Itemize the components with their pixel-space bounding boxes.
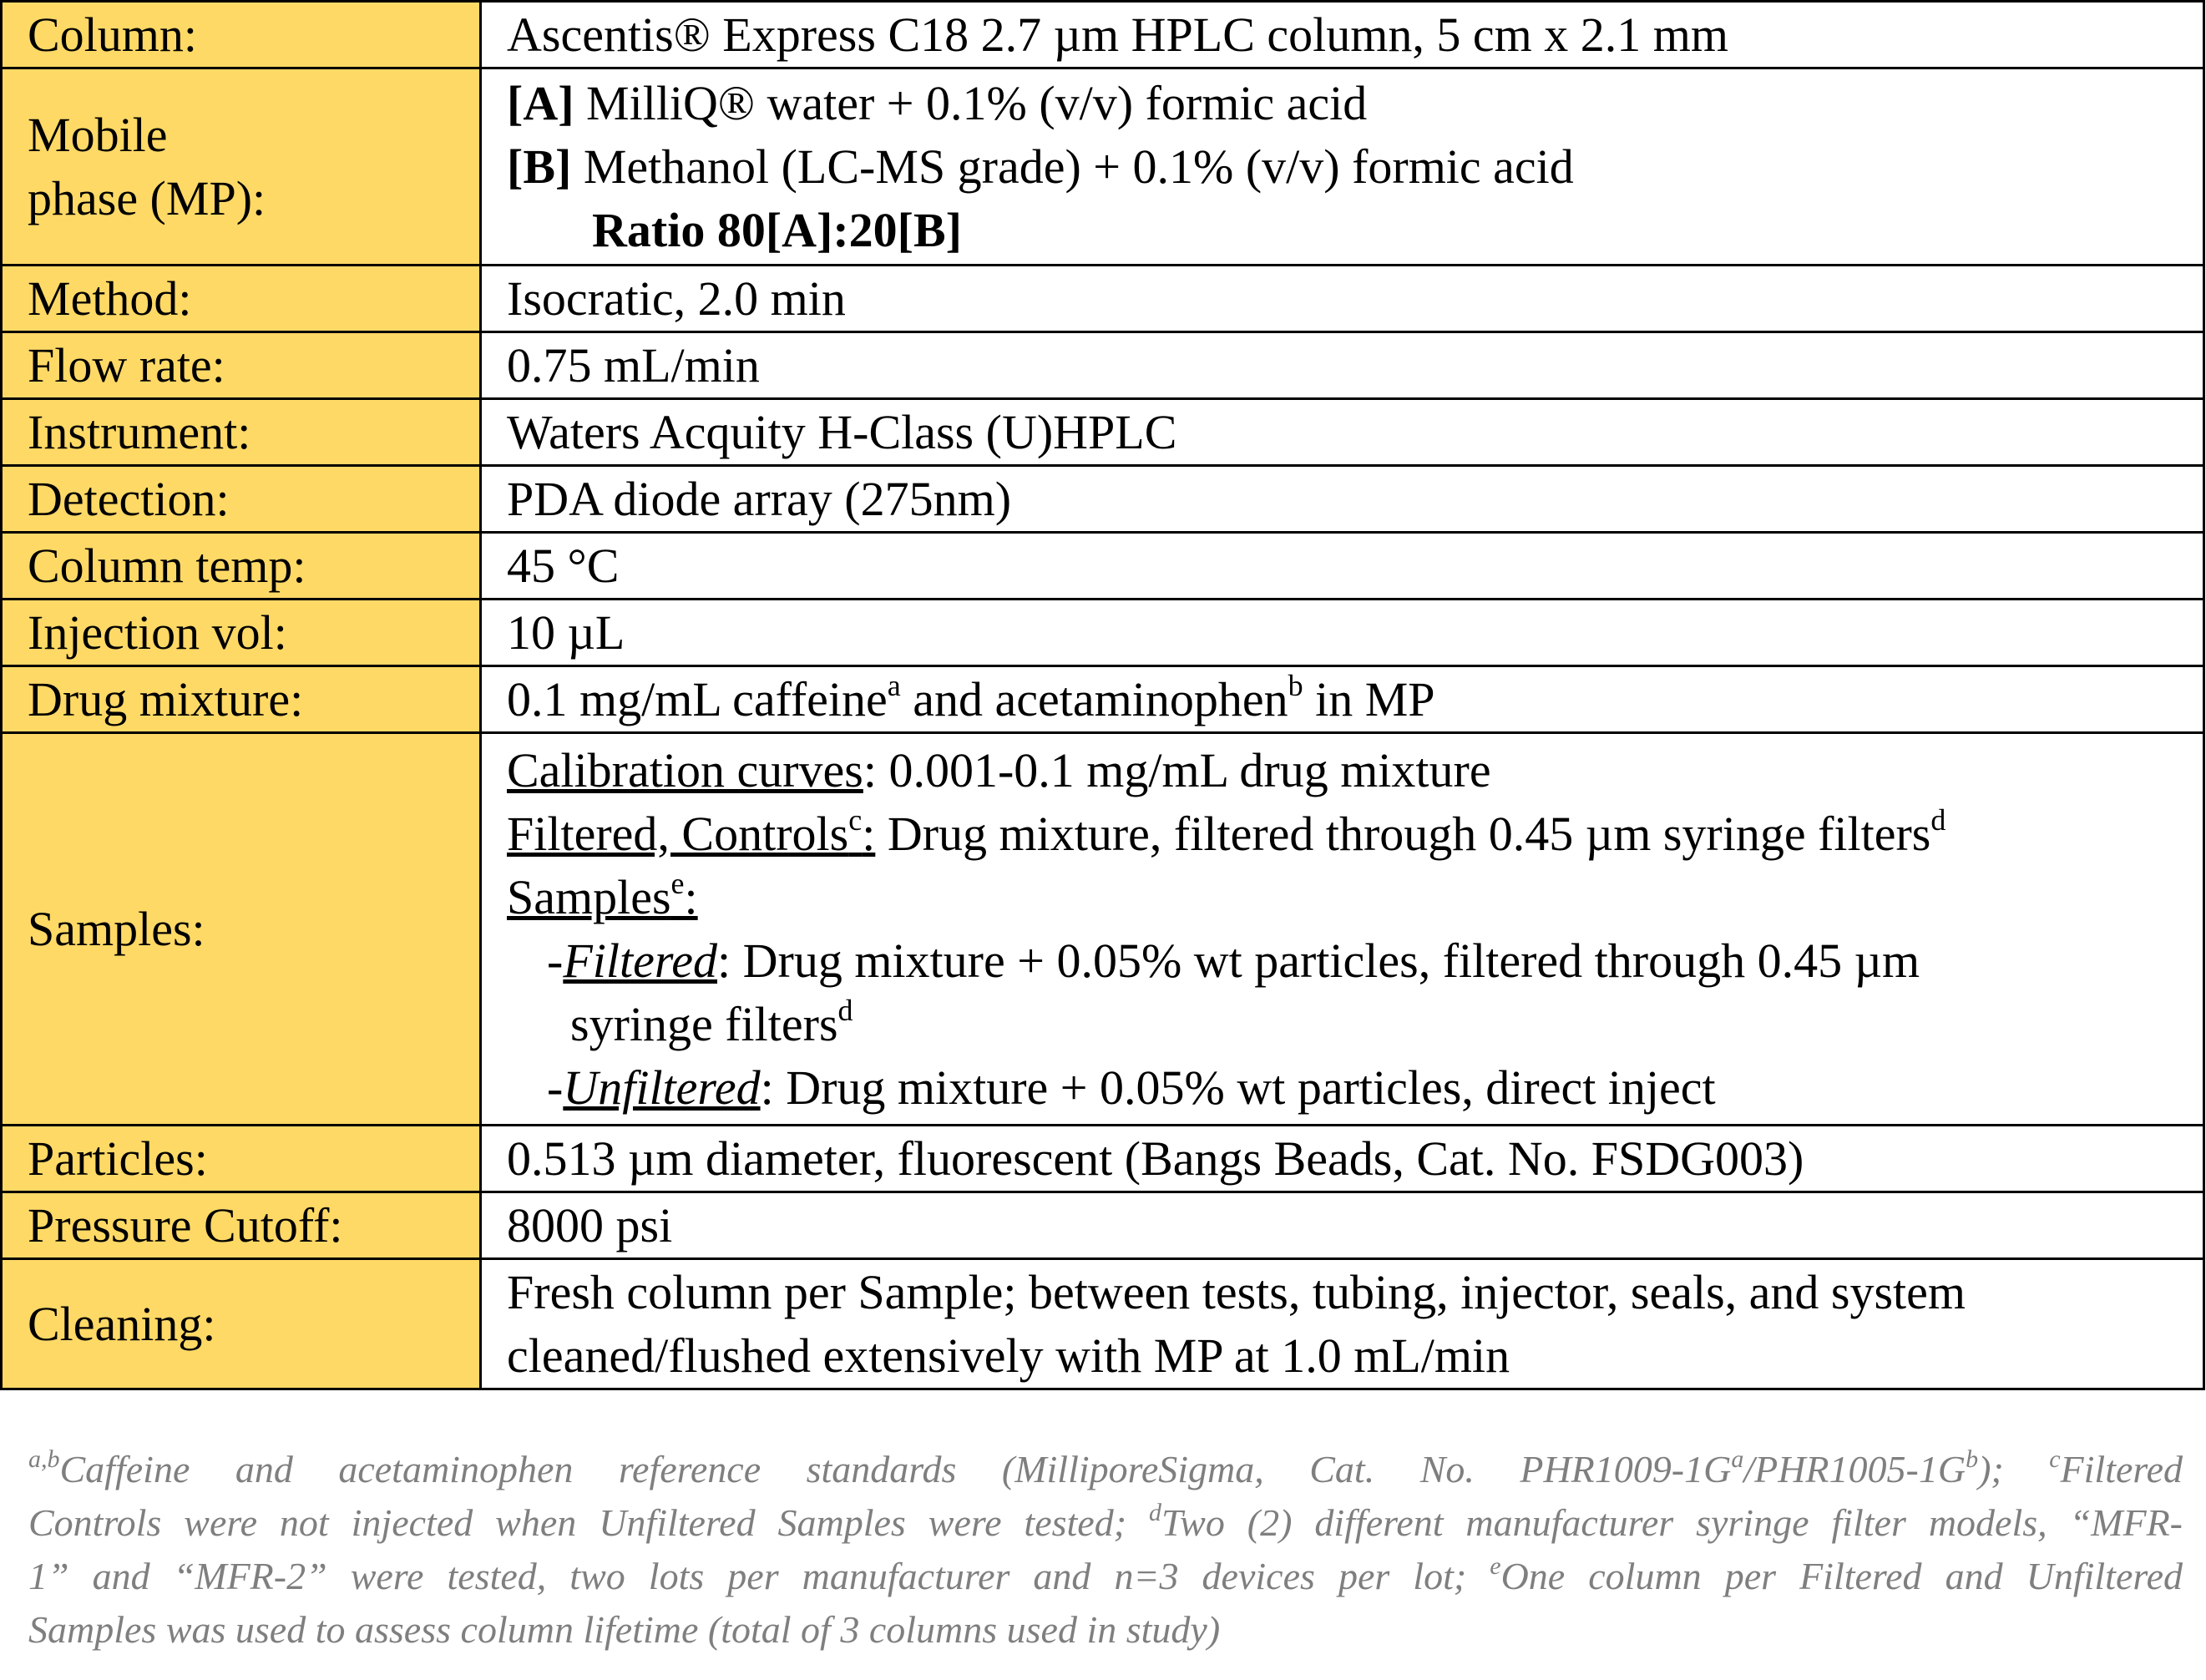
table-row: [2, 1192, 2204, 1259]
label-line: phase (MP):: [28, 170, 266, 225]
footnote-text: One column per Filtered and Unfiltered: [1500, 1555, 2183, 1597]
mp-ratio: Ratio 80[A]:20[B]: [592, 202, 962, 257]
footnote-text: /PHR1005-1G: [1743, 1448, 1966, 1490]
table-row: [2, 666, 2204, 733]
footnote-line: [28, 1443, 2183, 1496]
mp-b-line: [507, 135, 2199, 199]
filtered-heading: Filtered: [563, 933, 718, 988]
footnote-marker: e: [670, 866, 685, 900]
filtered-text: : Drug mixture + 0.05% wt particles, filtered through 0.45 µm: [717, 933, 1920, 988]
footnote-marker: a,b: [28, 1445, 60, 1473]
mp-a-text: MilliQ® water + 0.1% (v/v) formic acid: [574, 75, 1368, 130]
row-value: 45 °C: [481, 533, 2204, 600]
footnote-marker: c: [2049, 1445, 2061, 1473]
row-value: Isocratic, 2.0 min: [481, 266, 2204, 332]
row-label: Detection:: [2, 466, 481, 533]
row-label: Drug mixture:: [2, 666, 481, 733]
footnote-marker: b: [1966, 1445, 1979, 1473]
calibration-heading: Calibration curves: [507, 742, 863, 797]
row-label: Samples:: [2, 733, 481, 1126]
footnote-text: Caffeine and acetaminophen reference standards (MilliporeSigma, Cat. No. PHR1009-1G: [59, 1448, 1732, 1490]
row-label: Flow rate:: [2, 332, 481, 399]
mp-b-tag: [B]: [507, 139, 572, 194]
cleaning-line: Fresh column per Sample; between tests, tubing, injector, seals, and system: [507, 1264, 1966, 1319]
row-label: [2, 68, 481, 266]
row-value: 0.513 µm diameter, fluorescent (Bangs Beads, Cat. No. FSDG003): [481, 1126, 2204, 1192]
calibration-text: : 0.001-0.1 mg/mL drug mixture: [863, 742, 1491, 797]
row-label: Method:: [2, 266, 481, 332]
footnote-line: [28, 1603, 2183, 1657]
mp-a-tag: [A]: [507, 75, 574, 130]
row-value: [481, 733, 2204, 1126]
footnote-text: Filtered: [2060, 1448, 2183, 1490]
table-row: [2, 332, 2204, 399]
row-label: Injection vol:: [2, 600, 481, 666]
controls-text: Drug mixture, filtered through 0.45 µm syringe filters: [875, 806, 1931, 861]
samples-heading: [507, 866, 698, 924]
row-label: Column:: [2, 2, 481, 68]
footnote-text: 1” and “MFR-2” were tested, two lots per manufacturer and n=3 devices per lot;: [28, 1555, 1490, 1597]
footnote-marker: a: [1731, 1445, 1744, 1473]
footnote-text: Controls were not injected when Unfiltered Samples were tested;: [28, 1501, 1149, 1544]
footnote-marker: c: [848, 802, 863, 837]
mp-b-text: Methanol (LC-MS grade) + 0.1% (v/v) formic acid: [571, 139, 1574, 194]
footnote-marker: a: [887, 668, 901, 702]
unfiltered-text: : Drug mixture + 0.05% wt particles, direct inject: [760, 1060, 1716, 1115]
table-row: [2, 1259, 2204, 1389]
controls-heading-text: Filtered, Controls: [507, 806, 849, 861]
table-row: [2, 600, 2204, 666]
table-row: [2, 2, 2204, 68]
row-label: Particles:: [2, 1126, 481, 1192]
unfiltered-heading: Unfiltered: [563, 1060, 761, 1115]
row-value: [481, 1259, 2204, 1389]
footnote-marker: e: [1490, 1552, 1501, 1580]
controls-heading: [507, 802, 876, 861]
row-label: Cleaning:: [2, 1259, 481, 1389]
cleaning-line: cleaned/flushed extensively with MP at 1.0 mL/min: [507, 1328, 1510, 1383]
table-row: [2, 266, 2204, 332]
footnote-line: [28, 1550, 2183, 1603]
samples-calibration-line: [507, 739, 2199, 802]
table-row: [2, 533, 2204, 600]
row-label: Instrument:: [2, 399, 481, 466]
filtered-text-cont: syringe filters: [570, 996, 838, 1051]
row-value: [481, 68, 2204, 266]
row-value: 0.75 mL/min: [481, 332, 2204, 399]
samples-heading-line: [507, 866, 2199, 929]
row-value: PDA diode array (275nm): [481, 466, 2204, 533]
footnote-text: Samples was used to assess column lifetime (total of 3 columns used in study): [28, 1608, 1221, 1651]
footnote-marker: d: [1930, 802, 1946, 837]
bullet-dash: -: [547, 1060, 564, 1115]
table-row: [2, 399, 2204, 466]
controls-colon: :: [862, 806, 876, 861]
table-row: [2, 733, 2204, 1126]
samples-unfiltered-line: [507, 1056, 2199, 1120]
table-row: [2, 1126, 2204, 1192]
footnote-text: Two (2) different manufacturer syringe filter models, “MFR-: [1161, 1501, 2183, 1544]
footnote-marker: d: [837, 993, 853, 1027]
row-value: 8000 psi: [481, 1192, 2204, 1259]
footnote-text: );: [1978, 1448, 2050, 1490]
samples-filtered-line: [507, 929, 2199, 993]
drug-text-3: in MP: [1303, 671, 1435, 726]
samples-heading-text: Samples: [507, 869, 671, 924]
samples-colon: :: [684, 869, 698, 924]
samples-filtered-cont-line: [507, 993, 2199, 1056]
table-row: [2, 68, 2204, 266]
bullet-dash: -: [547, 933, 564, 988]
row-value: Ascentis® Express C18 2.7 µm HPLC column, 5 cm x 2.1 mm: [481, 2, 2204, 68]
row-label: Pressure Cutoff:: [2, 1192, 481, 1259]
row-value: Waters Acquity H-Class (U)HPLC: [481, 399, 2204, 466]
row-label: Column temp:: [2, 533, 481, 600]
drug-text-2: and acetaminophen: [900, 671, 1288, 726]
mp-a-line: [507, 72, 2199, 135]
row-value: 10 µL: [481, 600, 2204, 666]
row-value: [481, 666, 2204, 733]
drug-text-1: 0.1 mg/mL caffeine: [507, 671, 888, 726]
samples-controls-line: [507, 802, 2199, 866]
table-row: [2, 466, 2204, 533]
footnote-line: [28, 1496, 2183, 1550]
footnote-marker: b: [1288, 668, 1303, 702]
label-line: Mobile: [28, 107, 168, 162]
footnote-marker: d: [1148, 1499, 1161, 1526]
table-footnote: [28, 1443, 2183, 1657]
